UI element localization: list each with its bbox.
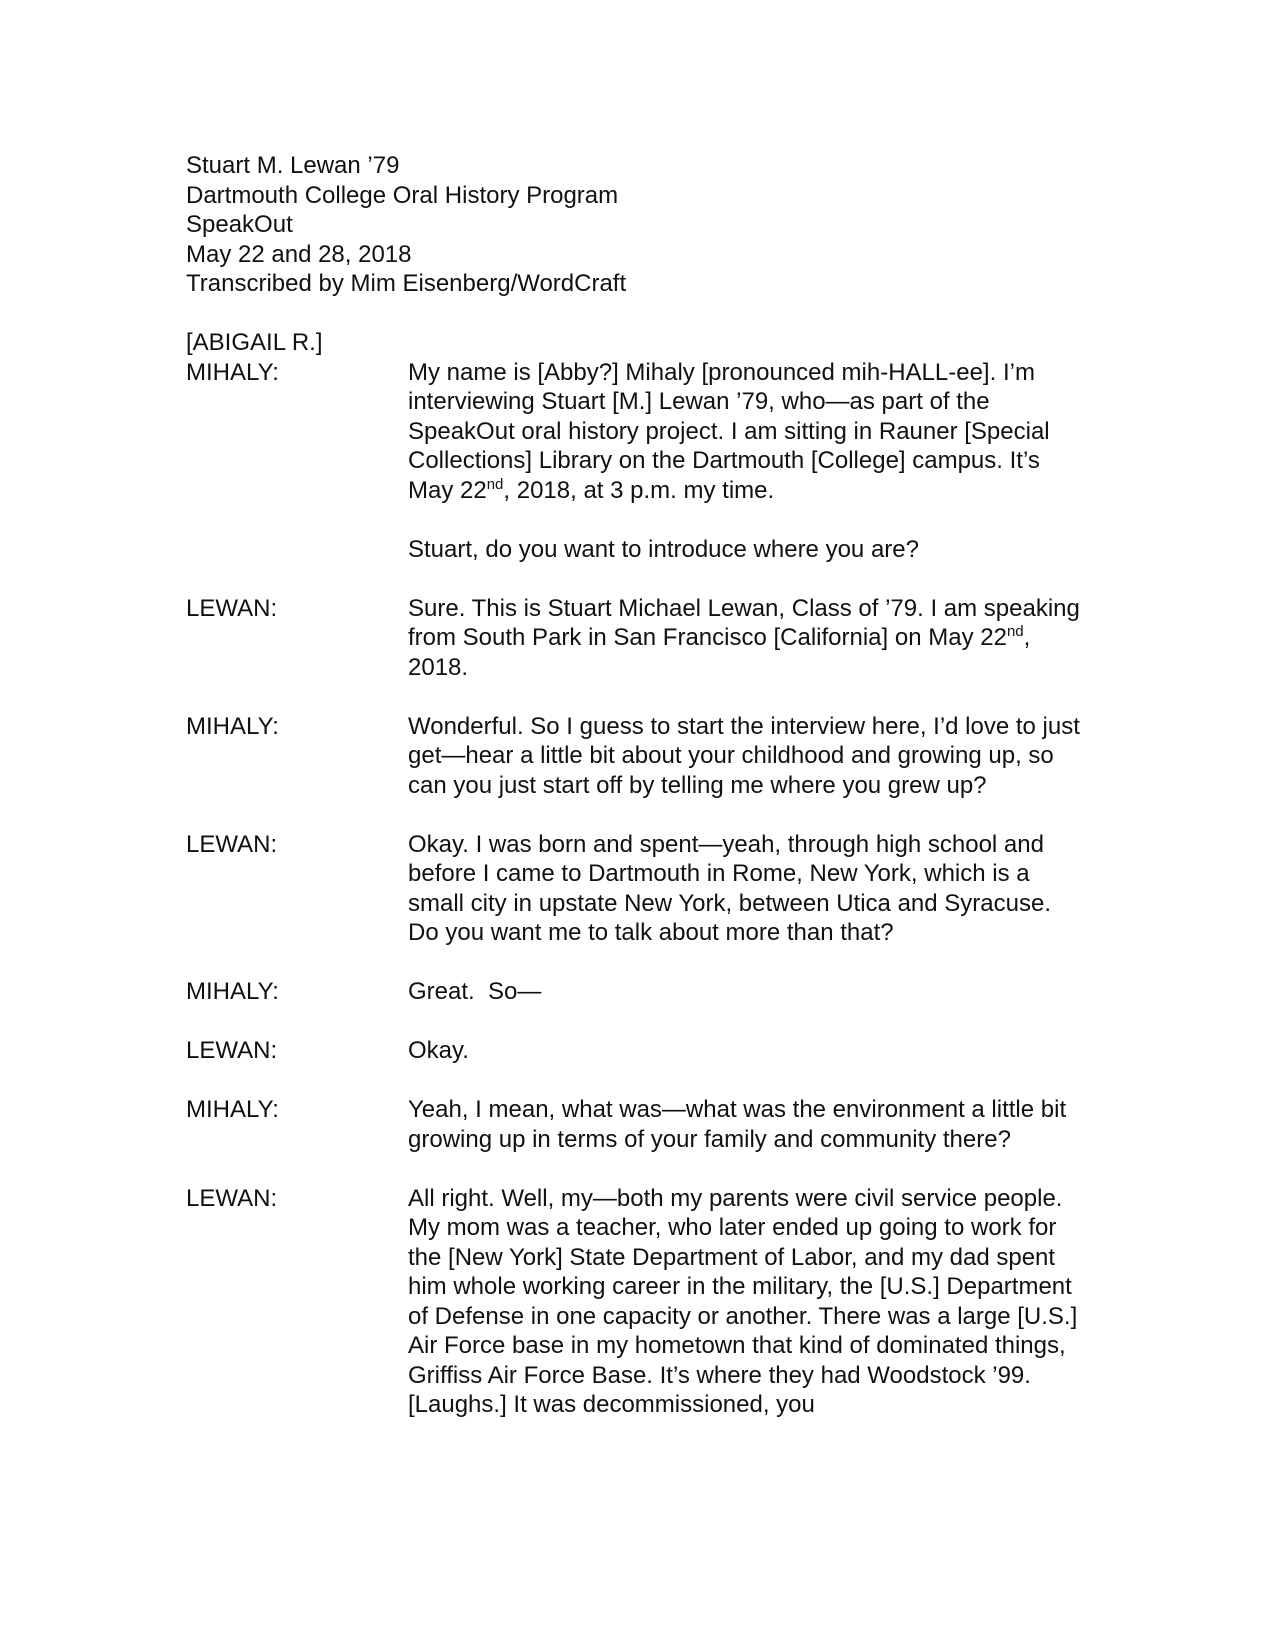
speech-paragraph <box>408 358 1088 506</box>
header-title: Stuart M. Lewan ’79 <box>186 152 400 179</box>
transcript-turn <box>186 328 1086 564</box>
header-program: Dartmouth College Oral History Program <box>186 181 619 209</box>
header-date: May 22 and 28, 2018 <box>186 240 412 268</box>
header-project: SpeakOut <box>186 211 293 238</box>
transcript-turn <box>186 1036 1086 1066</box>
transcript-turn <box>186 977 1086 1007</box>
transcript-turn <box>186 594 1086 683</box>
transcript-turn <box>186 1095 1086 1154</box>
speech-paragraph-tail: , 2018, at 3 p.m. my time. <box>503 476 775 504</box>
speech-text <box>408 328 1088 564</box>
speaker-label: MIHALY: <box>186 1096 279 1123</box>
speech-text: All right. Well, my—both my parents were civil service people. My mom was a teacher, who later ended up going to work for the [New York] State Department of Labor, and my dad spent him whole working career in the military, the [U.S.] Department of Defense in one capacity or another. There was a large [U.S.] Air Force base in my hometown that kind of dominated things, Griffiss Air Force Base. It’s where they had Woodstock ’99. [Laughs.] It was decommissioned, you <box>408 1184 1078 1418</box>
speech-paragraph-tail: , 2018. <box>408 624 1031 681</box>
speaker-label: LEWAN: <box>186 1184 278 1212</box>
speaker-label: LEWAN: <box>186 594 278 622</box>
speaker-label: LEWAN: <box>186 1037 278 1064</box>
transcript-turn <box>186 830 1086 948</box>
speech-paragraph-text: Sure. This is Stuart Michael Lewan, Class of ’79. I am speaking from South Park in San Francisco [California] on May 22 <box>408 594 1080 651</box>
speaker-label: MIHALY: <box>186 712 279 740</box>
speech-text <box>408 594 1088 683</box>
ordinal-suffix: nd <box>1006 623 1024 640</box>
speaker-name-line: [ABIGAIL R.] <box>186 329 323 356</box>
header-transcriber: Transcribed by Mim Eisenberg/WordCraft <box>186 270 627 297</box>
speech-text: Okay. I was born and spent—yeah, through high school and before I came to Dartmouth in Rome, New York, which is a small city in upstate New York, between Utica and Syracuse. Do you want me to talk about more than that? <box>408 830 1051 946</box>
document-header <box>186 151 886 299</box>
speaker-name-line: MIHALY: <box>186 358 279 386</box>
transcript-turn <box>186 712 1086 801</box>
transcript-body <box>186 328 1086 1449</box>
speech-paragraph: Stuart, do you want to introduce where you are? <box>408 535 919 563</box>
speech-text: Wonderful. So I guess to start the interview here, I’d love to just get—hear a little bit about your childhood and growing up, so can you just start off by telling me where you grew up? <box>408 712 1080 799</box>
transcript-turn <box>186 1184 1086 1420</box>
speech-text: Yeah, I mean, what was—what was the environment a little bit growing up in terms of your family and community there? <box>408 1096 1067 1153</box>
speaker-label: LEWAN: <box>186 830 278 858</box>
speech-text: Great. So— <box>408 978 542 1005</box>
speech-paragraph-text: My name is [Abby?] Mihaly [pronounced mih-HALL-ee]. I’m interviewing Stuart [M.] Lewan ’79, who—as part of the SpeakOut oral history project. I am sitting in Rauner [Special Collections] Library on the Dartmouth [College] campus. It’s May 22 <box>408 358 1050 504</box>
speaker-label: MIHALY: <box>186 978 279 1005</box>
ordinal-suffix: nd <box>486 475 504 493</box>
speech-text: Okay. <box>408 1037 469 1064</box>
speaker-label <box>186 328 408 564</box>
